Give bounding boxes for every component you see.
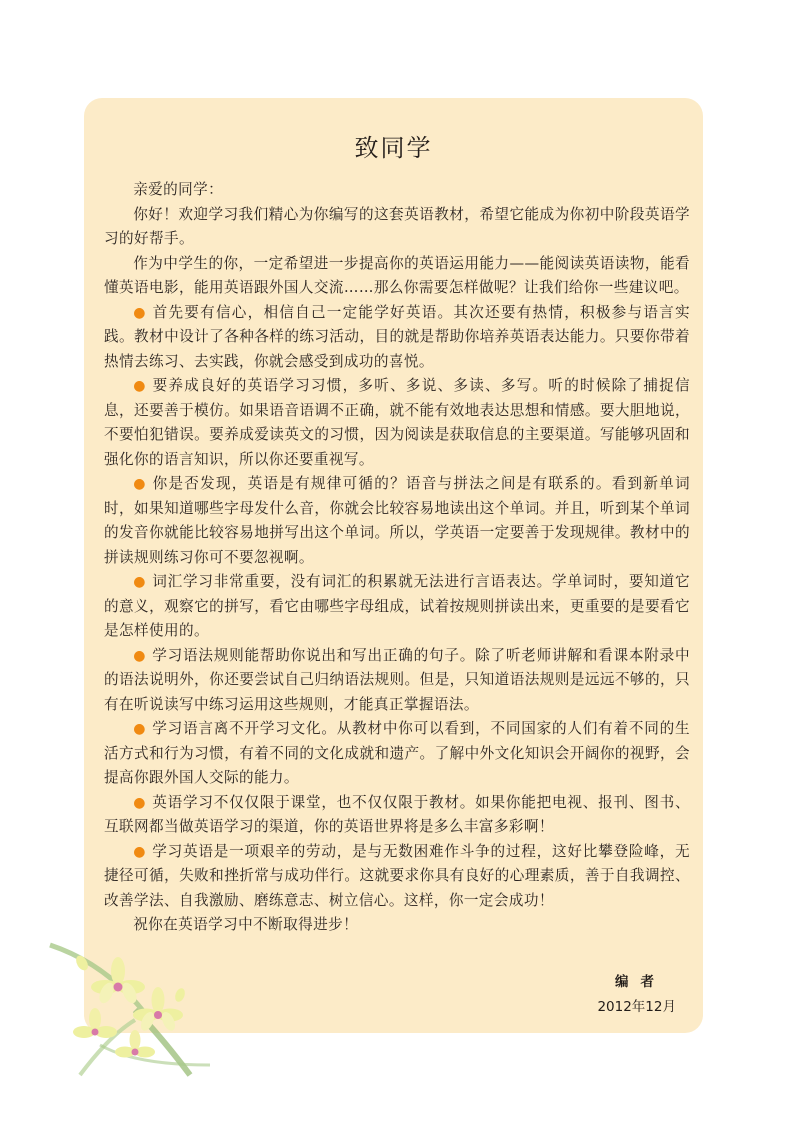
bullet-text: 学习英语是一项艰辛的劳动，是与无数困难作斗争的过程，这好比攀登险峰，无捷径可循，失败和挫折常与成功伴行。这就要求你具有良好的心理素质，善于自我调控、改善学法、自我激励、磨练意志、树立信心。这样，你一定会成功！: [104, 842, 690, 909]
letter-body: [104, 178, 690, 938]
bullet-item: [104, 840, 690, 914]
bullet-text: 要养成良好的英语学习习惯，多听、多说、多读、多写。听的时候除了捕捉信息，还要善于模仿。如果语音语调不正确，就不能有效地表达思想和情感。要大胆地说，不要怕犯错误。要养成爱读英文的习惯，因为阅读是获取信息的主要渠道。写能够巩固和强化你的语言知识，所以你还要重视写。: [104, 377, 690, 468]
bullet-item: [104, 791, 690, 840]
bullet-item: [104, 374, 690, 472]
page-title: 致同学: [354, 134, 433, 162]
paragraph: 你好！欢迎学习我们精心为你编写的这套英语教材，希望它能成为你初中阶段英语学习的好帮手。: [104, 205, 690, 247]
paragraph: 作为中学生的你，一定希望进一步提高你的英语运用能力——能阅读英语读物，能看懂英语电影，能用英语跟外国人交流……那么你需要怎样做呢？让我们给你一些建议吧。: [104, 254, 690, 296]
bullet-text: 词汇学习非常重要，没有词汇的积累就无法进行言语表达。学单词时，要知道它的意义，观察它的拼写，看它由哪些字母组成，试着按规则拼读出来，更重要的是要看它是怎样使用的。: [104, 573, 690, 639]
bullet-item: [104, 472, 690, 570]
bullet-icon: ●: [133, 574, 147, 590]
bullet-item: [104, 644, 690, 718]
orchid-illustration: [40, 925, 230, 1085]
bullet-icon: ●: [133, 476, 147, 492]
salutation: 亲爱的同学：: [133, 181, 224, 198]
bullet-text: 学习语言离不开学习文化。从教材中你可以看到，不同国家的人们有着不同的生活方式和行为习惯，有着不同的文化成就和遗产。了解中外文化知识会开阔你的视野，会提高你跟外国人交际的能力。: [104, 720, 690, 786]
bullet-text: 首先要有信心，相信自己一定能学好英语。其次还要有热情，积极参与语言实践。教材中设计了各种各样的练习活动，目的就是帮助你培养英语表达能力。只要你带着热情去练习、去实践，你就会感受到成功的喜悦。: [104, 303, 690, 370]
bullet-icon: ●: [133, 647, 147, 664]
bullet-text: 英语学习不仅仅限于课堂，也不仅仅限于教材。如果你能把电视、报刊、图书、互联网都当做英语学习的渠道，你的英语世界将是多么丰富多彩啊！: [104, 793, 690, 835]
signature-author: 编者: [615, 974, 666, 990]
bullet-icon: ●: [133, 378, 147, 394]
closing-line: 祝你在英语学习中不断取得进步！: [133, 916, 359, 933]
bullet-text: 你是否发现，英语是有规律可循的？语音与拼法之间是有联系的。看到新单词时，如果知道哪些字母发什么音，你就会比较容易地读出这个单词。并且，听到某个单词的发音你就能比较容易地拼写出这个单词。所以，学英语一定要善于发现规律。教材中的拼读规则练习你可不要忽视啊。: [104, 475, 690, 566]
bullet-icon: ●: [133, 794, 147, 811]
bullet-text: 学习语法规则能帮助你说出和写出正确的句子。除了听老师讲解和看课本附录中的语法说明外，你还要尝试自己归纳语法规则。但是，只知道语法规则是远远不够的，只有在听说读写中练习运用这些规则，才能真正掌握语法。: [104, 646, 690, 713]
bullet-icon: ●: [133, 843, 147, 860]
bullet-icon: ●: [133, 304, 147, 321]
bullet-item: [104, 301, 690, 375]
bullet-item: [104, 717, 690, 791]
signature: [597, 970, 676, 1020]
signature-date: 2012年12月: [597, 999, 676, 1015]
bullet-icon: ●: [133, 721, 147, 737]
bullet-item: [104, 570, 690, 644]
